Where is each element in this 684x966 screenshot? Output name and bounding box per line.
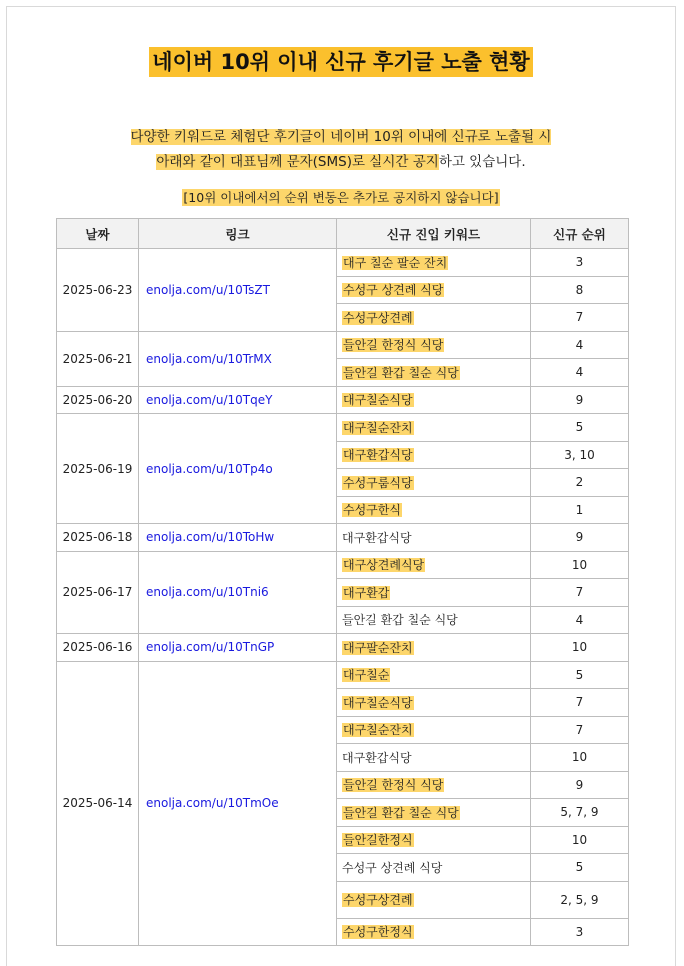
rank-cell: 3, 10: [531, 441, 629, 469]
rank-cell: 9: [531, 386, 629, 414]
keyword-cell: [337, 744, 531, 772]
table-row: [57, 661, 629, 689]
keyword-text: 수성구룸식당: [343, 475, 413, 490]
keyword-cell: [337, 249, 531, 277]
table-row: [57, 634, 629, 662]
date-cell: 2025-06-19: [57, 414, 139, 524]
ranking-table: [56, 218, 629, 946]
review-link[interactable]: enolja.com/u/10Tni6: [139, 551, 337, 634]
keyword-cell: [337, 276, 531, 304]
keyword-text: 들안길 환갑 칠순 식당: [342, 613, 458, 628]
keyword-text: 들안길한정식: [343, 833, 413, 848]
date-cell: 2025-06-18: [57, 524, 139, 552]
keyword-cell: [337, 524, 531, 552]
date-cell: 2025-06-20: [57, 386, 139, 414]
rank-cell: 9: [531, 524, 629, 552]
keyword-cell: [337, 496, 531, 524]
keyword-text: 대구칠순잔치: [343, 420, 413, 435]
rank-cell: 2: [531, 469, 629, 497]
rank-cell: 8: [531, 276, 629, 304]
keyword-text: 들안길 환갑 칠순 식당: [343, 805, 459, 820]
header-keyword: 신규 진입 키워드: [337, 219, 531, 249]
rank-cell: 4: [531, 331, 629, 359]
table-body: [57, 249, 629, 946]
rank-cell: 2, 5, 9: [531, 881, 629, 918]
rank-cell: 4: [531, 606, 629, 634]
table-row: [57, 524, 629, 552]
table-row: [57, 414, 629, 442]
keyword-cell: [337, 414, 531, 442]
rank-cell: 5: [531, 854, 629, 882]
header-date: 날짜: [57, 219, 139, 249]
title-wrap: [7, 47, 675, 77]
keyword-cell: [337, 331, 531, 359]
rank-cell: 10: [531, 551, 629, 579]
table-row: [57, 249, 629, 277]
review-link[interactable]: enolja.com/u/10Tp4o: [139, 414, 337, 524]
keyword-text: 대구환갑식당: [342, 750, 412, 765]
intro-text: [7, 125, 675, 175]
keyword-cell: [337, 304, 531, 332]
keyword-text: 수성구한정식: [343, 925, 413, 940]
table-row: [57, 331, 629, 359]
date-cell: 2025-06-16: [57, 634, 139, 662]
keyword-cell: [337, 771, 531, 799]
keyword-text: 대구칠순식당: [343, 695, 413, 710]
keyword-cell: [337, 469, 531, 497]
keyword-cell: [337, 441, 531, 469]
review-link[interactable]: enolja.com/u/10TrMX: [139, 331, 337, 386]
keyword-text: 들안길 환갑 칠순 식당: [343, 365, 459, 380]
table-header-row: [57, 219, 629, 249]
keyword-text: 수성구상견례: [343, 310, 413, 325]
keyword-text: 대구칠순식당: [343, 393, 413, 408]
header-rank: 신규 순위: [531, 219, 629, 249]
review-link[interactable]: enolja.com/u/10ToHw: [139, 524, 337, 552]
table-row: [57, 551, 629, 579]
intro-line-2-rest: 하고 있습니다.: [438, 154, 526, 170]
date-cell: 2025-06-21: [57, 331, 139, 386]
review-link[interactable]: enolja.com/u/10TqeY: [139, 386, 337, 414]
notice-text: [10위 이내에서의 순위 변동은 추가로 공지하지 않습니다]: [183, 190, 499, 205]
keyword-text: 대구환갑식당: [343, 448, 413, 463]
keyword-cell: [337, 359, 531, 387]
rank-cell: 4: [531, 359, 629, 387]
date-cell: 2025-06-17: [57, 551, 139, 634]
intro-line-2-highlight: 아래와 같이 대표님께 문자(SMS)로 실시간 공지: [156, 154, 439, 170]
date-cell: 2025-06-23: [57, 249, 139, 332]
rank-cell: 10: [531, 826, 629, 854]
rank-cell: 5: [531, 414, 629, 442]
keyword-cell: [337, 634, 531, 662]
keyword-text: 대구환갑식당: [342, 530, 412, 545]
rank-cell: 5, 7, 9: [531, 799, 629, 827]
keyword-cell: [337, 661, 531, 689]
page-title: 네이버 10위 이내 신규 후기글 노출 현황: [149, 47, 532, 77]
document-page: [6, 6, 676, 966]
keyword-cell: [337, 826, 531, 854]
keyword-cell: [337, 881, 531, 918]
review-link[interactable]: enolja.com/u/10TsZT: [139, 249, 337, 332]
rank-cell: 3: [531, 918, 629, 946]
keyword-text: 수성구 상견례 식당: [343, 283, 444, 298]
keyword-text: 대구칠순: [343, 668, 390, 683]
keyword-text: 대구 칠순 팔순 잔치: [343, 255, 448, 270]
keyword-cell: [337, 918, 531, 946]
keyword-text: 수성구상견례: [343, 893, 413, 907]
keyword-cell: [337, 716, 531, 744]
table-row: [57, 386, 629, 414]
rank-cell: 1: [531, 496, 629, 524]
keyword-cell: [337, 551, 531, 579]
header-link: 링크: [139, 219, 337, 249]
review-link[interactable]: enolja.com/u/10TmOe: [139, 661, 337, 946]
keyword-text: 수성구한식: [343, 503, 401, 518]
keyword-text: 대구상견례식당: [343, 558, 425, 573]
keyword-cell: [337, 799, 531, 827]
keyword-cell: [337, 689, 531, 717]
keyword-text: 대구환갑: [343, 585, 390, 600]
rank-cell: 10: [531, 634, 629, 662]
keyword-text: 수성구 상견례 식당: [342, 860, 443, 875]
keyword-text: 대구칠순잔치: [343, 723, 413, 738]
intro-line-1: 다양한 키워드로 체험단 후기글이 네이버 10위 이내에 신규로 노출될 시: [130, 129, 552, 145]
keyword-text: 들안길 한정식 식당: [343, 338, 444, 353]
keyword-cell: [337, 386, 531, 414]
rank-cell: 7: [531, 716, 629, 744]
review-link[interactable]: enolja.com/u/10TnGP: [139, 634, 337, 662]
rank-cell: 3: [531, 249, 629, 277]
rank-cell: 9: [531, 771, 629, 799]
keyword-cell: [337, 606, 531, 634]
date-cell: 2025-06-14: [57, 661, 139, 946]
rank-cell: 7: [531, 579, 629, 607]
notice: [7, 188, 675, 206]
keyword-cell: [337, 854, 531, 882]
rank-cell: 5: [531, 661, 629, 689]
keyword-text: 들안길 한정식 식당: [343, 778, 444, 793]
keyword-cell: [337, 579, 531, 607]
rank-cell: 10: [531, 744, 629, 772]
rank-cell: 7: [531, 689, 629, 717]
rank-cell: 7: [531, 304, 629, 332]
keyword-text: 대구팔순잔치: [343, 640, 413, 655]
